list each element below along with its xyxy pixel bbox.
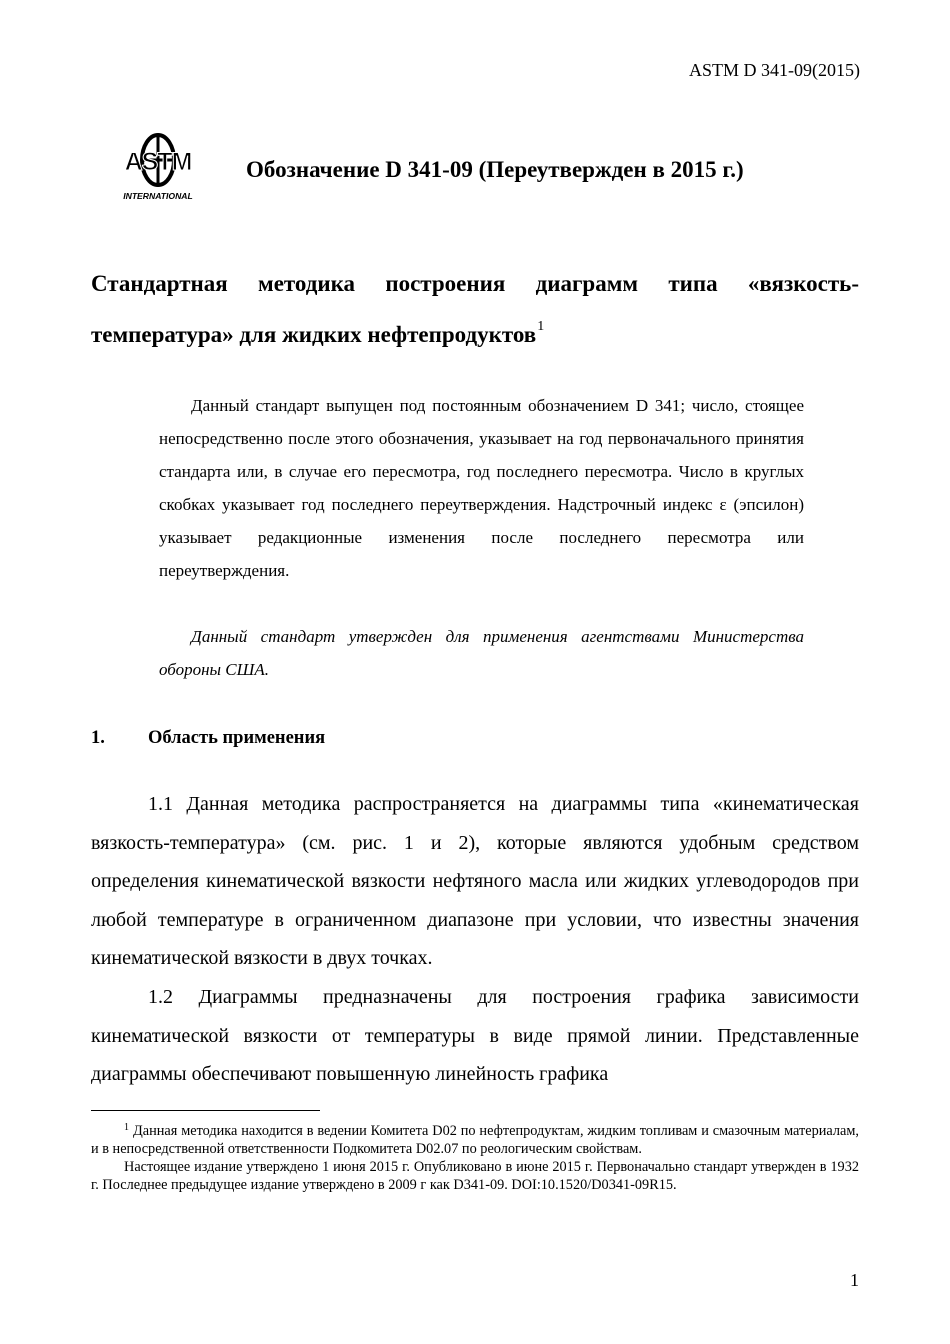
section-number: 1. <box>91 728 105 748</box>
title-footnote-marker: 1 <box>537 319 545 334</box>
standard-title <box>91 262 859 356</box>
footnote-1-text: Данная методика находится в ведении Комитета D02 по нефтепродуктам, жидким топливам и смазочным материалам, и в непосредственной ответственности Подкомитета D02.07 по реологическим свойствам. <box>91 1123 859 1157</box>
page-number: 1 <box>850 1270 859 1290</box>
svg-text:ASTM: ASTM <box>124 148 192 176</box>
astm-logo-graphic <box>118 132 198 202</box>
paragraph-1-1: 1.1 Данная методика распространяется на диаграммы типа «кинематическая вязкость-температура» (см. рис. 1 и 2), которые являются удобным средством определения кинематической вязкости нефтяного масла или жидких углеводородов при любой температуре в ограниченном диапазоне при условии, что известны значения кинематической вязкости в двух точках. <box>91 793 859 969</box>
footnote-1 <box>91 1119 859 1158</box>
svg-text:INTERNATIONAL: INTERNATIONAL <box>123 191 193 201</box>
section-heading <box>91 728 325 749</box>
designation-notice: Данный стандарт выпущен под постоянным обозначением D 341; число, стоящее непосредственно после этого обозначения, указывает на год первоначального принятия стандарта или, в случае его пересмотра, год последнего пересмотра. Число в круглых скобках указывает год последнего переутверждения. Надстрочный индекс ε (эпсилон) указывает редакционные изменения после последнего пересмотра или переутверждения. <box>159 396 804 580</box>
designation-heading: Обозначение D 341-09 (Переутвержден в 2015 г.) <box>246 157 744 182</box>
paragraph-1-2: 1.2 Диаграммы предназначены для построения графика зависимости кинематической вязкости от температуры в виде прямой линии. Представленные диаграммы обеспечивают повышенную линейность графика <box>91 986 859 1085</box>
standard-title-text: Стандартная методика построения диаграмм типа «вязкость-температура» для жидких нефтепродуктов <box>91 271 859 347</box>
dod-approval-notice: Данный стандарт утвержден для применения агентствами Министерства обороны США. <box>159 627 804 679</box>
footnote-1-marker: 1 <box>124 1122 129 1133</box>
astm-international-logo <box>118 132 198 202</box>
footnote-edition-note: Настоящее издание утверждено 1 июня 2015 г. Опубликовано в июне 2015 г. Первоначально стандарт утвержден в 1932 г. Последнее предыдущее издание утверждено в 2009 г как D341-09. DOI:10.1520/D0341-09R15. <box>91 1159 859 1193</box>
document-id-header: ASTM D 341-09(2015) <box>689 60 860 80</box>
footnote-separator <box>91 1110 320 1111</box>
section-title: Область применения <box>148 728 326 748</box>
